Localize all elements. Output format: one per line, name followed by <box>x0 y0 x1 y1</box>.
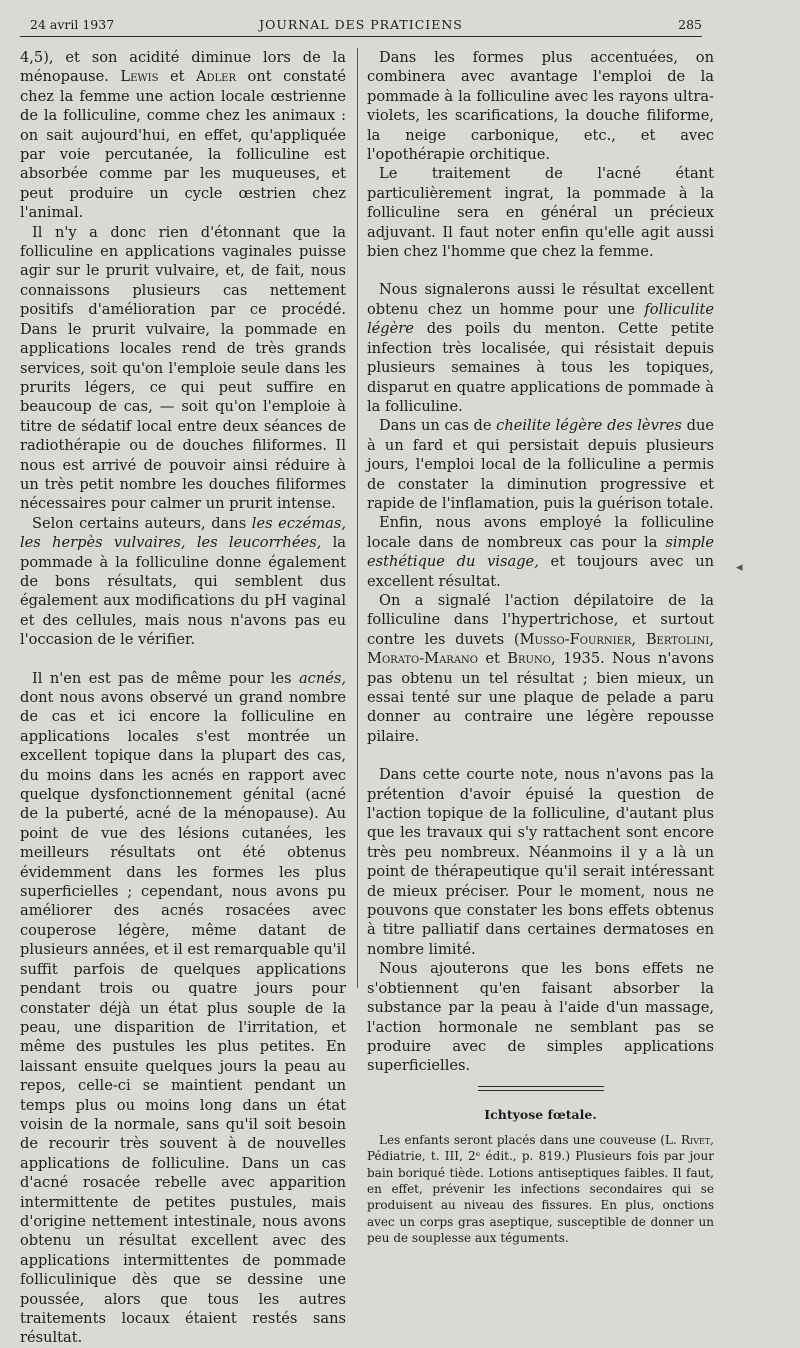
paragraph: Dans les formes plus accentuées, on combinera avec avantage l'emploi de la pommade à la folliculine avec les rayons ultra-violets, les scarifications, la douche filiforme, la neige carbonique, etc., et avec l'opothérapie orchitique. <box>367 49 714 164</box>
author-name: Bruno <box>507 650 551 668</box>
text-run: , Pédiatrie, t. III, 2ᵉ édit., p. 819.) Plusieurs fois par jour bain boriqué tiède. Lotions antiseptiques faibles. Il faut, en effet, prévenir les infections secondaires qui se produisent au niveau des fissures. En plus, onctions avec un corps gras aseptique, susceptible de donner un peu de souplesse aux téguments. <box>367 1133 714 1245</box>
journal-title: JOURNAL DES PRATICIENS <box>259 17 463 32</box>
author-name: Adler <box>195 68 237 86</box>
author-name: Lewis <box>120 68 159 86</box>
paragraph <box>20 514 346 650</box>
text-run: et toujours avec un excellent résultat. <box>367 553 714 590</box>
italic-run: simple esthétique du visage, <box>367 533 714 571</box>
paragraph: Il n'y a donc rien d'étonnant que la folliculine en applications vaginales puisse agir sur le prurit vulvaire, et, de fait, nous connaissons plusieurs cas nettement positifs d'amélioration par ce procédé. Dans le prurit vulvaire, la pommade en applications locales rend de très grands services, soit qu'on l'emploie seule dans les prurits légers, ce qui peut suffire en beaucoup de cas, — soit qu'on l'emploie à titre de sédatif local entre deux séances de radiothérapie ou de douches filiformes. Il nous est arrivé de pouvoir ainsi réduire à un très petit nombre les douches filiformes nécessaires pour calmer un prurit intense. <box>20 223 346 513</box>
paragraph-gap <box>367 261 714 280</box>
text-run: due à un fard et qui persistait depuis plusieurs jours, l'emploi local de la folliculine a permis de constater la diminution progressive et rapide de l'inflamation, puis la guérison totale. <box>367 417 714 512</box>
text-run: Les enfants seront placés dans une couveuse (L. <box>379 1133 682 1148</box>
text-run: des poils du menton. Cette petite infection très localisée, qui résistait depuis plusieurs semaines à tous les topiques, disparut en quatre applications de pommade à la folliculine. <box>367 320 714 415</box>
text-run: On a signalé l'action dépilatoire de la folliculine dans l'hypertrichose, et surtout contre les duvets ( <box>367 591 714 648</box>
paragraph <box>367 416 714 513</box>
issue-date: 24 avril 1937 <box>30 17 115 32</box>
running-head <box>20 14 702 37</box>
paragraph: Nous ajouterons que les bons effets ne s'obtiennent qu'en faisant absorber la substance par la peau à l'aide d'un massage, l'action hormonale ne semblant pas se produire avec de simples applications superficielles. <box>367 960 714 1075</box>
paragraph: Le traitement de l'acné étant particulièrement ingrat, la pommade à la folliculine sera en général un précieux adjuvant. Il faut noter enfin qu'elle agit aussi bien chez l'homme que chez la femme. <box>367 165 714 261</box>
paragraph <box>20 48 346 223</box>
section-title: Ichtyose fœtale. <box>484 1106 597 1122</box>
author-name: Rivet <box>681 1133 711 1148</box>
page-number: 285 <box>678 17 702 32</box>
left-column <box>20 48 346 1348</box>
text-run: et <box>478 650 508 668</box>
paragraph <box>367 280 714 416</box>
section-separator <box>478 1086 604 1091</box>
paragraph <box>20 669 346 1348</box>
column-divider <box>357 48 358 988</box>
text-run: Il n'en est pas de même pour les <box>32 669 299 687</box>
paragraph-gap <box>20 650 346 669</box>
text-run: dont nous avons observé un grand nombre de cas et ici encore la folliculine en applications locales s'est montrée un excellent topique dans la plupart des cas, du moins dans les acnés en rapport avec quelque dysfonctionnement génital (acné de la puberté, acné de la ménopause). Au point de vue des lésions cutanées, les meilleurs résultats ont été obtenus évidemment dans les formes les plus superficielles ; cependant, nous avons pu améliorer des acnés rosacées avec couperose légère, même datant de plusieurs années, et il est remarquable qu'il suffit parfois de quelques applications pendant trois ou quatre jours pour constater déjà un état plus souple de la peau, une disparition de l'irritation, et même des pustules les plus petites. En laissant ensuite quelques jours la peau au repos, celle-ci se maintient pendant un temps plus ou moins long dans un état voisin de la normale, sans qu'il soit besoin de recourir très souvent à de nouvelles applications de folliculine. Dans un cas d'acné rosacée rebelle avec apparition intermittente de petites pustules, mais d'origine nettement intestinale, nous avons obtenu un résultat excellent avec des applications intermittentes de pommade folliculinique dès que se dessine une poussée, alors que tous les autres traitements locaux étaient restés sans résultat. <box>20 689 346 1347</box>
text-run: , 1935. Nous n'avons pas obtenu un tel résultat ; bien mieux, un essai tenté sur une plaque de pelade a paru donner au contraire une légère repousse pilaire. <box>367 650 714 745</box>
text-run: et <box>158 68 196 86</box>
text-run: 4,5), et son acidité diminue lors de la ménopause. <box>20 49 346 86</box>
italic-run: folliculite légère <box>367 300 714 338</box>
right-column <box>367 48 714 1246</box>
text-run: Enfin, nous avons employé la folliculine locale dans de nombreux cas pour la <box>367 514 714 551</box>
paragraph: Dans cette courte note, nous n'avons pas la prétention d'avoir épuisé la question de l'action topique de la folliculine, d'autant plus que les travaux qui s'y rattachent sont encore très peu nombreux. Néanmoins il y a là un point de thérapeutique qu'il serait intéressant de mieux préciser. Pour le moment, nous ne pouvons que constater les bons effets obtenus à titre palliatif dans certaines dermatoses en nombre limité. <box>367 766 714 958</box>
text-run: ont constaté chez la femme une action locale œstrienne de la folliculine, comme chez les animaux : on sait aujourd'hui, en effet, qu'appliquée par voie percutanée, la folliculine est absorbée comme par les muqueuses, et peut produire un cycle œstrien chez l'animal. <box>20 68 346 222</box>
margin-mark: ◂ <box>736 560 743 575</box>
text-run: la pommade à la folliculine donne également de bons résultats, qui semblent dus également aux modifications du pH vaginal et des cellules, mais nous n'avons pas eu l'occasion de le vérifier. <box>20 534 346 649</box>
italic-run: cheilite légère des lèvres <box>496 417 682 435</box>
paragraph <box>367 591 714 746</box>
italic-run: les eczémas, les herpès vulvaires, les leucorrhées, <box>20 514 346 552</box>
italic-run: acnés, <box>298 669 346 687</box>
text-run: Nous signalerons aussi le résultat excellent obtenu chez un homme pour une <box>367 281 714 318</box>
author-names: Musso-Fournier, Bertolini, Morato-Marano <box>367 630 715 668</box>
paragraph <box>367 513 714 591</box>
section-paragraph <box>367 1132 714 1246</box>
text-run: Selon certains auteurs, dans <box>32 514 252 532</box>
text-run: Dans un cas de <box>379 417 497 435</box>
paragraph-gap <box>367 746 714 765</box>
